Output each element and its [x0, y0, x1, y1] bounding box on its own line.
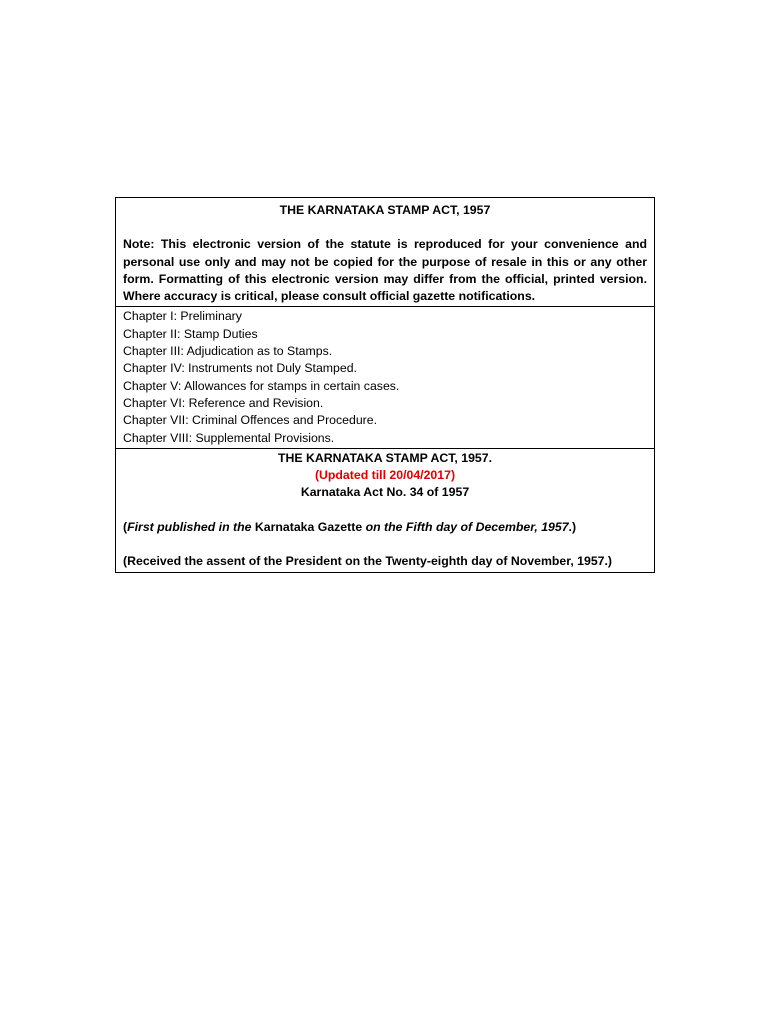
- publication-text-1: First published in the: [127, 519, 252, 534]
- chapter-item-4: Chapter IV: Instruments not Duly Stamped.: [123, 361, 357, 376]
- chapter-item-5: Chapter V: Allowances for stamps in certain cases.: [123, 378, 400, 393]
- chapters-section: [116, 306, 654, 447]
- gazette-name: Karnataka Gazette: [251, 519, 366, 534]
- statute-table: [115, 197, 655, 573]
- assent-line: (Received the assent of the President on the Twenty-eighth day of November, 1957.): [123, 554, 613, 569]
- disclaimer-note: Note: This electronic version of the statute is reproduced for your convenience and personal use only and may not be copied for the purpose of resale in this or any other form. Formatting of this electronic version may differ from the official, printed version. Where accuracy is critical, please consult official gazette notifications.: [123, 237, 647, 304]
- chapter-item-3: Chapter III: Adjudication as to Stamps.: [123, 344, 333, 359]
- act-info-section: [116, 448, 654, 572]
- chapter-item-1: Chapter I: Preliminary: [123, 309, 242, 324]
- publication-text-2: on the Fifth day of December, 1957: [365, 519, 569, 534]
- chapter-item-7: Chapter VII: Criminal Offences and Procedure.: [123, 413, 378, 428]
- act-number: Karnataka Act No. 34 of 1957: [300, 485, 470, 500]
- document-title: THE KARNATAKA STAMP ACT, 1957: [279, 203, 491, 217]
- spacer: [123, 536, 647, 553]
- spacer: [123, 502, 647, 519]
- act-title: THE KARNATAKA STAMP ACT, 1957.: [277, 450, 493, 465]
- publication-open-paren: (: [123, 519, 128, 534]
- publication-line: [123, 519, 647, 536]
- header-section: [116, 198, 654, 306]
- updated-date: (Updated till 20/04/2017): [314, 468, 456, 483]
- publication-close: .): [568, 519, 577, 534]
- chapter-item-2: Chapter II: Stamp Duties: [123, 326, 258, 341]
- chapter-item-6: Chapter VI: Reference and Revision.: [123, 395, 324, 410]
- chapter-item-8: Chapter VIII: Supplemental Provisions.: [123, 430, 335, 445]
